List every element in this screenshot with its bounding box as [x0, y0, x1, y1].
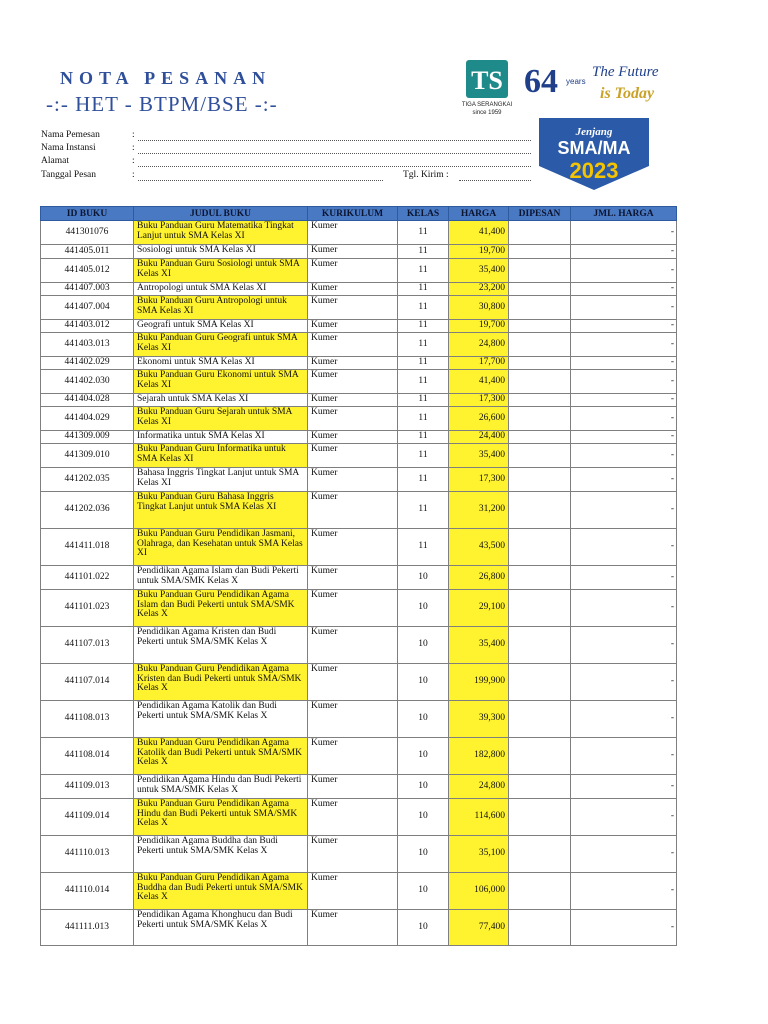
cell-id-buku: 441109.013	[41, 775, 134, 799]
cell-harga: 35,400	[449, 627, 509, 664]
cell-dipesan[interactable]	[509, 245, 571, 259]
cell-kurikulum: Kumer	[308, 245, 398, 259]
label-nama-pemesan: Nama Pemesan	[41, 130, 100, 140]
cell-kurikulum: Kumer	[308, 320, 398, 333]
table-row	[41, 468, 677, 492]
cell-jml-harga: -	[571, 444, 677, 468]
cell-dipesan[interactable]	[509, 492, 571, 529]
table-row	[41, 407, 677, 431]
table-row	[41, 775, 677, 799]
cell-dipesan[interactable]	[509, 836, 571, 873]
cell-kelas: 11	[398, 431, 449, 444]
cell-dipesan[interactable]	[509, 910, 571, 946]
cell-id-buku: 441107.013	[41, 627, 134, 664]
badge-jenjang: Jenjang	[575, 126, 613, 138]
cell-id-buku: 441301076	[41, 221, 134, 245]
cell-judul-buku: Buku Panduan Guru Geografi untuk SMA Kelas XI	[134, 333, 308, 357]
cell-harga: 30,800	[449, 296, 509, 320]
publisher-logo	[462, 58, 677, 120]
ts-logo-letters: TS	[471, 66, 503, 95]
cell-kelas: 10	[398, 873, 449, 910]
table-row	[41, 320, 677, 333]
cell-id-buku: 441309.010	[41, 444, 134, 468]
cell-dipesan[interactable]	[509, 283, 571, 296]
field-alamat[interactable]	[138, 166, 531, 167]
cell-jml-harga: -	[571, 701, 677, 738]
col-header-judul: JUDUL BUKU	[134, 207, 308, 221]
cell-harga: 35,100	[449, 836, 509, 873]
cell-harga: 24,800	[449, 333, 509, 357]
cell-harga: 114,600	[449, 799, 509, 836]
table-row	[41, 836, 677, 873]
table-row	[41, 566, 677, 590]
cell-dipesan[interactable]	[509, 221, 571, 245]
cell-kelas: 11	[398, 333, 449, 357]
table-row	[41, 283, 677, 296]
cell-harga: 17,300	[449, 394, 509, 407]
table-row	[41, 296, 677, 320]
cell-jml-harga: -	[571, 873, 677, 910]
table-row	[41, 221, 677, 245]
cell-kurikulum: Kumer	[308, 283, 398, 296]
cell-id-buku: 441109.014	[41, 799, 134, 836]
cell-kelas: 10	[398, 590, 449, 627]
cell-jml-harga: -	[571, 910, 677, 946]
table-row	[41, 333, 677, 357]
cell-kurikulum: Kumer	[308, 799, 398, 836]
table-row	[41, 394, 677, 407]
cell-kurikulum: Kumer	[308, 259, 398, 283]
cell-kurikulum: Kumer	[308, 910, 398, 946]
colon: :	[132, 143, 135, 154]
cell-jml-harga: -	[571, 394, 677, 407]
cell-judul-buku: Sosiologi untuk SMA Kelas XI	[134, 245, 308, 259]
cell-dipesan[interactable]	[509, 529, 571, 566]
cell-judul-buku: Ekonomi untuk SMA Kelas XI	[134, 357, 308, 370]
cell-kelas: 11	[398, 283, 449, 296]
field-tgl-kirim[interactable]	[459, 180, 531, 181]
cell-dipesan[interactable]	[509, 590, 571, 627]
anniversary-number: 64	[524, 63, 558, 100]
cell-jml-harga: -	[571, 738, 677, 775]
brand-name: TIGA SERANGKAI	[462, 102, 513, 108]
cell-jml-harga: -	[571, 627, 677, 664]
cell-jml-harga: -	[571, 370, 677, 394]
cell-kelas: 11	[398, 357, 449, 370]
cell-jml-harga: -	[571, 468, 677, 492]
table-row	[41, 701, 677, 738]
cell-dipesan[interactable]	[509, 431, 571, 444]
cell-dipesan[interactable]	[509, 799, 571, 836]
cell-jml-harga: -	[571, 492, 677, 529]
cell-judul-buku: Pendidikan Agama Islam dan Budi Pekerti untuk SMA/SMK Kelas X	[134, 566, 308, 590]
cell-harga: 35,400	[449, 259, 509, 283]
cell-id-buku: 441402.029	[41, 357, 134, 370]
table-row	[41, 245, 677, 259]
cell-kurikulum: Kumer	[308, 836, 398, 873]
cell-judul-buku: Buku Panduan Guru Bahasa Inggris Tingkat Lanjut untuk SMA Kelas XI	[134, 492, 308, 529]
table-row	[41, 590, 677, 627]
cell-harga: 24,400	[449, 431, 509, 444]
cell-harga: 17,300	[449, 468, 509, 492]
cell-kelas: 11	[398, 444, 449, 468]
cell-kelas: 11	[398, 221, 449, 245]
table-row	[41, 799, 677, 836]
cell-kelas: 11	[398, 296, 449, 320]
cell-kurikulum: Kumer	[308, 664, 398, 701]
badge-level: SMA/MA	[557, 138, 631, 158]
cell-jml-harga: -	[571, 836, 677, 873]
cell-jml-harga: -	[571, 333, 677, 357]
table-row	[41, 910, 677, 946]
table-row	[41, 259, 677, 283]
cell-judul-buku: Sejarah untuk SMA Kelas XI	[134, 394, 308, 407]
jenjang-badge	[535, 118, 653, 190]
cell-dipesan[interactable]	[509, 407, 571, 431]
cell-kelas: 10	[398, 775, 449, 799]
cell-kurikulum: Kumer	[308, 444, 398, 468]
cell-dipesan[interactable]	[509, 444, 571, 468]
cell-judul-buku: Buku Panduan Guru Pendidikan Agama Islam dan Budi Pekerti untuk SMA/SMK Kelas X	[134, 590, 308, 627]
colon: :	[132, 130, 135, 140]
table-row	[41, 738, 677, 775]
cell-judul-buku: Bahasa Inggris Tingkat Lanjut untuk SMA Kelas XI	[134, 468, 308, 492]
tagline-line-2: is Today	[600, 85, 655, 102]
cell-judul-buku: Buku Panduan Guru Pendidikan Agama Kristen dan Budi Pekerti untuk SMA/SMK Kelas X	[134, 664, 308, 701]
cell-id-buku: 441108.013	[41, 701, 134, 738]
cell-id-buku: 441405.011	[41, 245, 134, 259]
cell-dipesan[interactable]	[509, 320, 571, 333]
cell-dipesan[interactable]	[509, 394, 571, 407]
cell-kelas: 11	[398, 492, 449, 529]
cell-id-buku: 441107.014	[41, 664, 134, 701]
since-text: since 1959	[472, 110, 502, 116]
form-row-tanggal-pesan	[41, 170, 521, 183]
cell-harga: 26,600	[449, 407, 509, 431]
cell-judul-buku: Buku Panduan Guru Informatika untuk SMA Kelas XI	[134, 444, 308, 468]
cell-kelas: 10	[398, 910, 449, 946]
cell-dipesan[interactable]	[509, 775, 571, 799]
cell-id-buku: 441111.013	[41, 910, 134, 946]
label-tgl-kirim: Tgl. Kirim :	[403, 169, 449, 180]
cell-kelas: 10	[398, 738, 449, 775]
table-header-row	[41, 207, 677, 221]
cell-kurikulum: Kumer	[308, 701, 398, 738]
cell-kurikulum: Kumer	[308, 566, 398, 590]
cell-judul-buku: Buku Panduan Guru Matematika Tingkat Lanjut untuk SMA Kelas XI	[134, 221, 308, 245]
cell-id-buku: 441101.023	[41, 590, 134, 627]
cell-dipesan[interactable]	[509, 296, 571, 320]
cell-kurikulum: Kumer	[308, 394, 398, 407]
order-form	[41, 130, 521, 183]
cell-jml-harga: -	[571, 590, 677, 627]
field-nama-instansi[interactable]	[138, 153, 531, 154]
cell-dipesan[interactable]	[509, 333, 571, 357]
cell-jml-harga: -	[571, 431, 677, 444]
cell-jml-harga: -	[571, 357, 677, 370]
table-row	[41, 627, 677, 664]
cell-kurikulum: Kumer	[308, 431, 398, 444]
cell-id-buku: 441202.036	[41, 492, 134, 529]
cell-kelas: 10	[398, 627, 449, 664]
form-row-nama-instansi	[41, 143, 521, 156]
table-row	[41, 444, 677, 468]
cell-id-buku: 441110.014	[41, 873, 134, 910]
cell-dipesan[interactable]	[509, 664, 571, 701]
cell-dipesan[interactable]	[509, 627, 571, 664]
cell-kurikulum: Kumer	[308, 296, 398, 320]
cell-id-buku: 441108.014	[41, 738, 134, 775]
cell-harga: 41,400	[449, 370, 509, 394]
cell-harga: 17,700	[449, 357, 509, 370]
cell-id-buku: 441403.013	[41, 333, 134, 357]
cell-kurikulum: Kumer	[308, 468, 398, 492]
label-tanggal-pesan: Tanggal Pesan	[41, 169, 97, 180]
col-header-harga: HARGA	[449, 207, 509, 221]
cell-id-buku: 441402.030	[41, 370, 134, 394]
cell-judul-buku: Buku Panduan Guru Pendidikan Agama Hindu dan Budi Pekerti untuk SMA/SMK Kelas X	[134, 799, 308, 836]
cell-kurikulum: Kumer	[308, 738, 398, 775]
cell-jml-harga: -	[571, 221, 677, 245]
cell-id-buku: 441407.004	[41, 296, 134, 320]
badge-year: 2023	[569, 158, 619, 183]
page-subtitle: -:- HET - BTPM/BSE -:-	[46, 92, 278, 116]
cell-jml-harga: -	[571, 775, 677, 799]
col-header-kurikulum: KURIKULUM	[308, 207, 398, 221]
cell-harga: 41,400	[449, 221, 509, 245]
table-row	[41, 529, 677, 566]
cell-judul-buku: Buku Panduan Guru Sosiologi untuk SMA Kelas XI	[134, 259, 308, 283]
cell-jml-harga: -	[571, 407, 677, 431]
cell-judul-buku: Pendidikan Agama Kristen dan Budi Pekerti untuk SMA/SMK Kelas X	[134, 627, 308, 664]
form-row-alamat	[41, 156, 521, 169]
cell-judul-buku: Buku Panduan Guru Pendidikan Agama Katolik dan Budi Pekerti untuk SMA/SMK Kelas X	[134, 738, 308, 775]
cell-judul-buku: Buku Panduan Guru Ekonomi untuk SMA Kelas XI	[134, 370, 308, 394]
col-header-kelas: KELAS	[398, 207, 449, 221]
page-title: NOTA PESANAN	[60, 68, 272, 88]
cell-jml-harga: -	[571, 664, 677, 701]
cell-id-buku: 441101.022	[41, 566, 134, 590]
cell-judul-buku: Antropologi untuk SMA Kelas XI	[134, 283, 308, 296]
cell-dipesan[interactable]	[509, 873, 571, 910]
cell-judul-buku: Informatika untuk SMA Kelas XI	[134, 431, 308, 444]
tagline-line-1: The Future	[592, 64, 659, 80]
cell-kelas: 10	[398, 836, 449, 873]
table-row	[41, 873, 677, 910]
cell-harga: 19,700	[449, 245, 509, 259]
cell-kurikulum: Kumer	[308, 590, 398, 627]
cell-id-buku: 441404.029	[41, 407, 134, 431]
cell-judul-buku: Buku Panduan Guru Pendidikan Jasmani, Olahraga, dan Kesehatan untuk SMA Kelas XI	[134, 529, 308, 566]
cell-kelas: 11	[398, 468, 449, 492]
cell-kelas: 11	[398, 529, 449, 566]
colon: :	[132, 156, 135, 167]
field-nama-pemesan[interactable]	[138, 140, 531, 141]
cell-kelas: 10	[398, 799, 449, 836]
cell-judul-buku: Pendidikan Agama Khonghucu dan Budi Pekerti untuk SMA/SMK Kelas X	[134, 910, 308, 946]
cell-kurikulum: Kumer	[308, 370, 398, 394]
cell-harga: 26,800	[449, 566, 509, 590]
cell-kurikulum: Kumer	[308, 333, 398, 357]
cell-judul-buku: Pendidikan Agama Katolik dan Budi Pekerti untuk SMA/SMK Kelas X	[134, 701, 308, 738]
col-header-id: ID BUKU	[41, 207, 134, 221]
cell-kurikulum: Kumer	[308, 407, 398, 431]
cell-jml-harga: -	[571, 799, 677, 836]
cell-kelas: 10	[398, 701, 449, 738]
cell-kurikulum: Kumer	[308, 221, 398, 245]
cell-id-buku: 441407.003	[41, 283, 134, 296]
cell-judul-buku: Buku Panduan Guru Antropologi untuk SMA Kelas XI	[134, 296, 308, 320]
cell-kurikulum: Kumer	[308, 529, 398, 566]
cell-jml-harga: -	[571, 566, 677, 590]
cell-harga: 24,800	[449, 775, 509, 799]
cell-harga: 182,800	[449, 738, 509, 775]
table-row	[41, 664, 677, 701]
cell-kelas: 10	[398, 664, 449, 701]
cell-harga: 31,200	[449, 492, 509, 529]
cell-kelas: 11	[398, 370, 449, 394]
table-row	[41, 492, 677, 529]
label-alamat: Alamat	[41, 156, 69, 167]
anniversary-word: years	[566, 77, 586, 86]
cell-id-buku: 441110.013	[41, 836, 134, 873]
cell-kelas: 11	[398, 320, 449, 333]
cell-jml-harga: -	[571, 245, 677, 259]
cell-dipesan[interactable]	[509, 468, 571, 492]
form-row-nama-pemesan	[41, 130, 521, 143]
cell-dipesan[interactable]	[509, 370, 571, 394]
cell-judul-buku: Pendidikan Agama Hindu dan Budi Pekerti untuk SMA/SMK Kelas X	[134, 775, 308, 799]
cell-dipesan[interactable]	[509, 566, 571, 590]
cell-harga: 199,900	[449, 664, 509, 701]
cell-dipesan[interactable]	[509, 701, 571, 738]
cell-harga: 77,400	[449, 910, 509, 946]
label-nama-instansi: Nama Instansi	[41, 143, 96, 154]
cell-kelas: 10	[398, 566, 449, 590]
cell-jml-harga: -	[571, 259, 677, 283]
cell-kurikulum: Kumer	[308, 627, 398, 664]
cell-harga: 29,100	[449, 590, 509, 627]
cell-dipesan[interactable]	[509, 259, 571, 283]
cell-kelas: 11	[398, 259, 449, 283]
cell-kurikulum: Kumer	[308, 492, 398, 529]
cell-dipesan[interactable]	[509, 357, 571, 370]
cell-kelas: 11	[398, 394, 449, 407]
table-row	[41, 370, 677, 394]
cell-id-buku: 441411.018	[41, 529, 134, 566]
cell-kurikulum: Kumer	[308, 357, 398, 370]
cell-harga: 106,000	[449, 873, 509, 910]
table-row	[41, 357, 677, 370]
cell-jml-harga: -	[571, 529, 677, 566]
order-table	[40, 206, 677, 946]
cell-harga: 35,400	[449, 444, 509, 468]
cell-dipesan[interactable]	[509, 738, 571, 775]
cell-jml-harga: -	[571, 296, 677, 320]
cell-id-buku: 441309.009	[41, 431, 134, 444]
cell-judul-buku: Pendidikan Agama Buddha dan Budi Pekerti untuk SMA/SMK Kelas X	[134, 836, 308, 873]
field-tanggal-pesan[interactable]	[138, 180, 383, 181]
cell-harga: 23,200	[449, 283, 509, 296]
cell-id-buku: 441405.012	[41, 259, 134, 283]
table-row	[41, 431, 677, 444]
cell-harga: 43,500	[449, 529, 509, 566]
colon: :	[132, 169, 135, 180]
cell-harga: 39,300	[449, 701, 509, 738]
cell-judul-buku: Buku Panduan Guru Sejarah untuk SMA Kelas XI	[134, 407, 308, 431]
cell-id-buku: 441202.035	[41, 468, 134, 492]
cell-judul-buku: Geografi untuk SMA Kelas XI	[134, 320, 308, 333]
cell-judul-buku: Buku Panduan Guru Pendidikan Agama Buddha dan Budi Pekerti untuk SMA/SMK Kelas X	[134, 873, 308, 910]
cell-id-buku: 441403.012	[41, 320, 134, 333]
col-header-jml: JML. HARGA	[571, 207, 677, 221]
cell-kurikulum: Kumer	[308, 775, 398, 799]
col-header-dipesan: DIPESAN	[509, 207, 571, 221]
cell-harga: 19,700	[449, 320, 509, 333]
cell-jml-harga: -	[571, 283, 677, 296]
cell-kurikulum: Kumer	[308, 873, 398, 910]
cell-id-buku: 441404.028	[41, 394, 134, 407]
cell-kelas: 11	[398, 407, 449, 431]
cell-jml-harga: -	[571, 320, 677, 333]
cell-kelas: 11	[398, 245, 449, 259]
